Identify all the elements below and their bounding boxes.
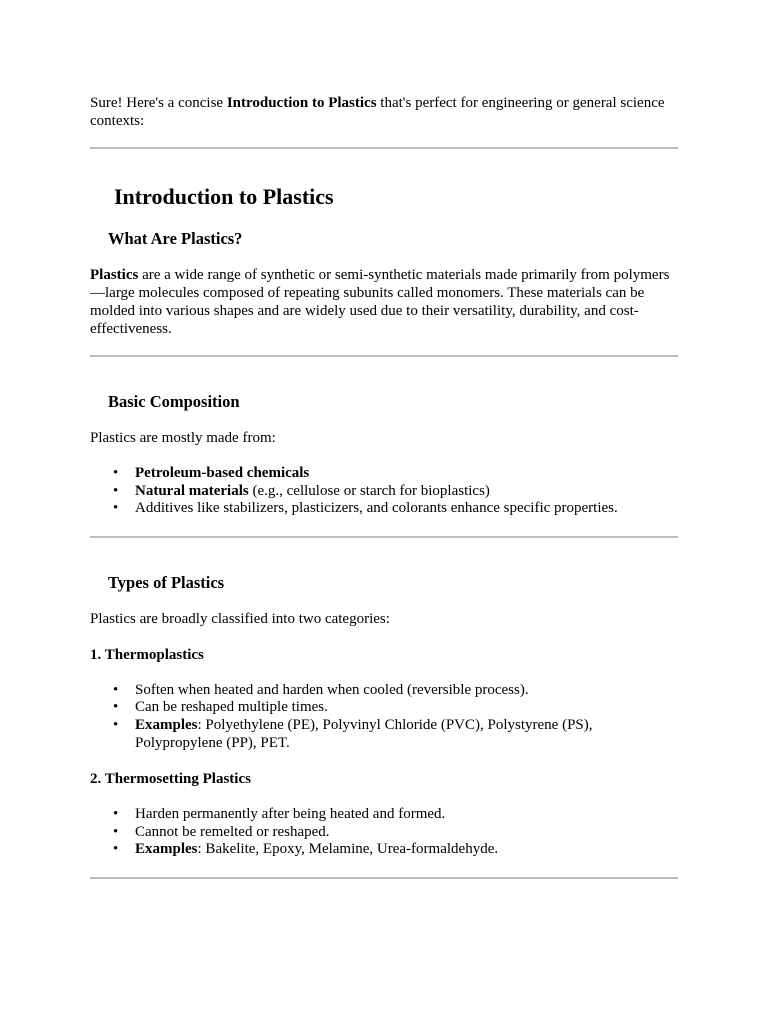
divider-1 bbox=[90, 147, 678, 149]
divider-2 bbox=[90, 355, 678, 357]
thermoplastics-list bbox=[90, 682, 678, 752]
thermosetting-list bbox=[90, 806, 678, 859]
bullet-icon: • bbox=[113, 482, 119, 499]
intro-suffix: that's perfect for engineering or general science contexts: bbox=[90, 95, 665, 129]
bullet-icon: • bbox=[113, 699, 119, 716]
list-item: • Cannot be remelted or reshaped. bbox=[113, 823, 330, 840]
bullet-icon: • bbox=[113, 465, 119, 481]
intro-paragraph bbox=[90, 94, 678, 130]
bullet-icon: • bbox=[113, 681, 119, 698]
what-text: are a wide range of synthetic or semi-synthetic materials made primarily from polymers—large molecules composed of repeating subunits called monomers. These materials can be molded into various shapes and are widely used due to their versatility, durability, and cost-effectiveness. bbox=[90, 267, 670, 337]
heading-types-of-plastics: Types of Plastics bbox=[108, 572, 225, 592]
bullet-icon: • bbox=[113, 823, 119, 840]
page-title: Introduction to Plastics bbox=[114, 184, 334, 209]
list-item: • Harden permanently after being heated and formed. bbox=[113, 806, 446, 823]
heading-thermosetting: 2. Thermosetting Plastics bbox=[90, 771, 251, 788]
what-bold: Plastics bbox=[90, 267, 139, 283]
list-item: • Can be reshaped multiple times. bbox=[113, 699, 328, 716]
document-page bbox=[90, 94, 678, 879]
heading-thermoplastics: 1. Thermoplastics bbox=[90, 646, 204, 663]
bullet-icon: • bbox=[113, 500, 119, 517]
intro-bold: Introduction to Plastics bbox=[226, 95, 377, 111]
bullet-icon: • bbox=[113, 716, 119, 733]
list-item: • Soften when heated and harden when cooled (reversible process). bbox=[113, 681, 529, 698]
list-item: • Examples: Polyethylene (PE), Polyvinyl Chloride (PVC), Polystyrene (PS), Polypropylene (PP), PET. bbox=[113, 716, 593, 751]
list-item: • Petroleum-based chemicals bbox=[113, 465, 310, 481]
what-paragraph bbox=[90, 266, 678, 338]
heading-basic-composition: Basic Composition bbox=[108, 392, 240, 411]
heading-what-are-plastics: What Are Plastics? bbox=[108, 229, 243, 248]
composition-list bbox=[90, 465, 678, 518]
list-item: • Natural materials (e.g., cellulose or starch for bioplastics) bbox=[113, 482, 490, 499]
list-item: • Examples: Bakelite, Epoxy, Melamine, Urea-formaldehyde. bbox=[113, 841, 499, 858]
bullet-icon: • bbox=[113, 806, 119, 823]
types-lead: Plastics are broadly classified into two categories: bbox=[90, 610, 390, 627]
bullet-icon: • bbox=[113, 841, 119, 858]
intro-prefix: Sure! Here's a concise bbox=[90, 95, 227, 111]
composition-lead: Plastics are mostly made from: bbox=[90, 430, 276, 446]
list-item: • Additives like stabilizers, plasticizers, and colorants enhance specific properties. bbox=[113, 500, 618, 517]
divider-4 bbox=[90, 877, 678, 879]
divider-3 bbox=[90, 536, 678, 538]
